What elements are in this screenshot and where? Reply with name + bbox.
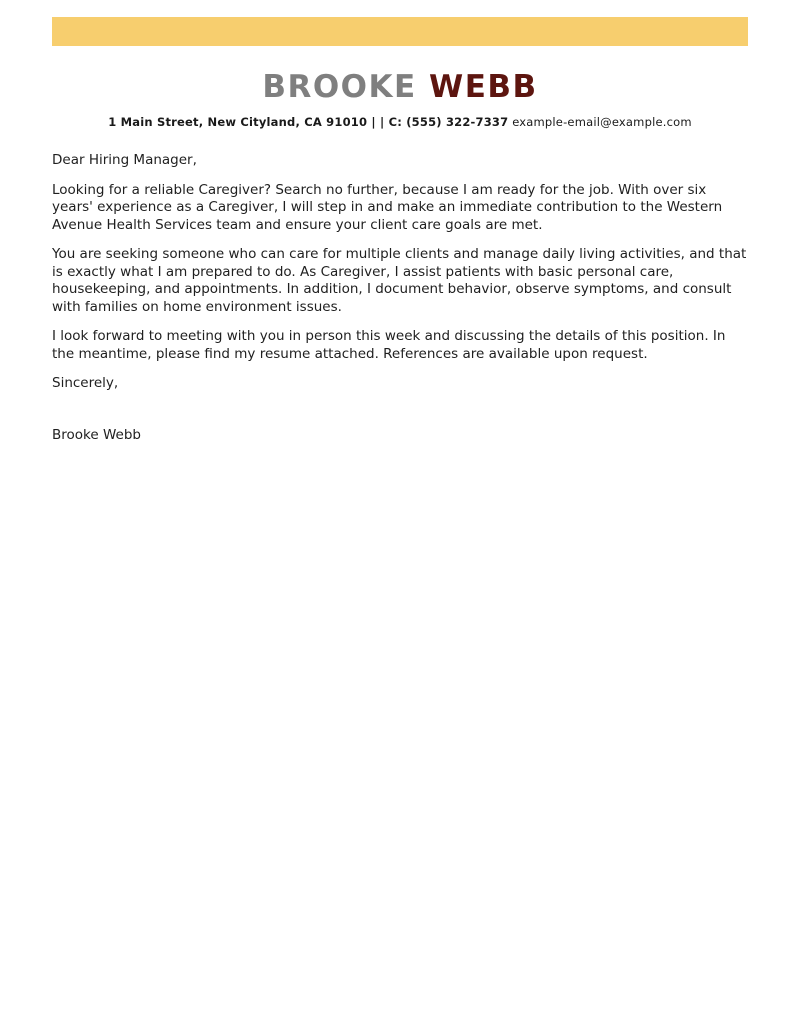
letter-body [52,152,748,444]
signature-name: Brooke Webb [52,426,141,443]
last-name: WEBB [429,69,538,105]
contact-email: example-email@example.com [512,115,692,130]
header-banner [52,17,748,46]
body-paragraph-2: You are seeking someone who can care for multiple clients and manage daily living activities, and that is exactly what I am prepared to do. As Caregiver, I assist patients with basic personal care, housekeeping, and appointments. In addition, I document behavior, observe symptoms, and consult with families on home environment issues. [52,246,747,315]
page-title [52,70,748,104]
body-paragraph-3: I look forward to meeting with you in person this week and discussing the details of this position. In the meantime, please find my resume attached. References are available upon request. [52,328,726,362]
first-name: BROOKE [262,69,417,105]
body-paragraph-1: Looking for a reliable Caregiver? Search no further, because I am ready for the job. With over six years' experience as a Caregiver, I will step in and make an immediate contribution to the Western Avenue Health Services team and ensure your client care goals are met. [52,181,723,233]
closing: Sincerely, [52,375,119,392]
salutation: Dear Hiring Manager, [52,152,197,169]
contact-line [52,115,748,129]
contact-address-phone: 1 Main Street, New Cityland, CA 91010 | | C: (555) 322-7337 [108,115,509,130]
name-space [417,69,429,105]
